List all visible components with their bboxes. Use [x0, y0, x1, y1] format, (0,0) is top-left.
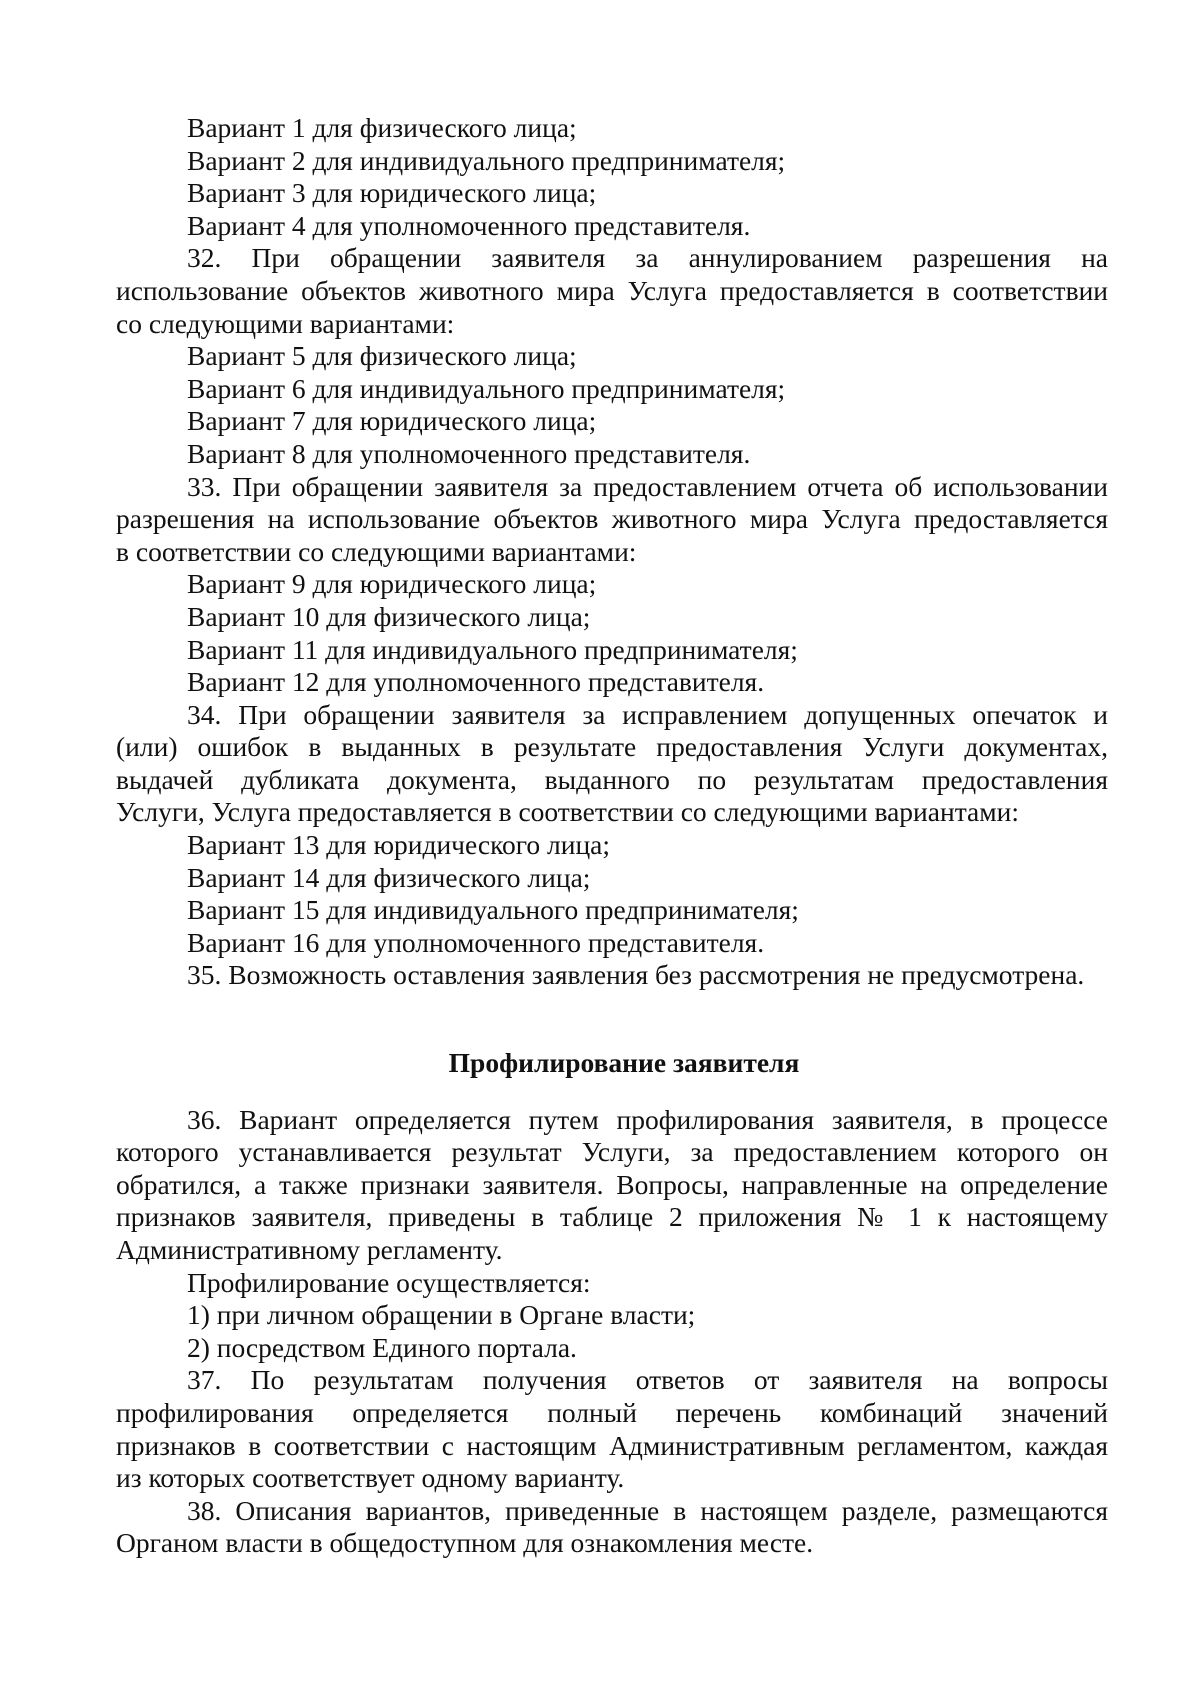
line-variant-3: Вариант 3 для юридического лица; — [187, 177, 597, 209]
line-variant-5: Вариант 5 для физического лица; — [187, 340, 577, 372]
paragraph-32-line-3: со следующими вариантами: — [116, 307, 455, 339]
paragraph-34-line-1: 34. При обращении заявителя за исправлением допущенных опечаток и — [187, 698, 1108, 730]
line-variant-1: Вариант 1 для физического лица; — [187, 112, 577, 143]
document-page — [116, 112, 1108, 1560]
paragraph-36-line-4: признаков заявителя, приведены в таблице 2 приложения № 1 к настоящему — [116, 1201, 1108, 1233]
line-variant-13: Вариант 13 для юридического лица; — [187, 829, 611, 861]
paragraph-34-line-4: Услуги, Услуга предоставляется в соответствии со следующими вариантами: — [116, 796, 1020, 828]
paragraph-32-line-2: использование объектов животного мира Услуга предоставляется в соответствии — [116, 274, 1108, 306]
section-heading: Профилирование заявителя — [448, 1047, 800, 1079]
line-variant-6: Вариант 6 для индивидуального предпринимателя; — [187, 372, 786, 404]
line-variant-11: Вариант 11 для индивидуального предпринимателя; — [187, 633, 798, 665]
line-variant-8: Вариант 8 для уполномоченного представителя. — [187, 437, 751, 469]
profiling-item-1: 1) при личном обращении в Органе власти; — [187, 1299, 696, 1331]
line-variant-4: Вариант 4 для уполномоченного представителя. — [187, 209, 751, 241]
profiling-item-2: 2) посредством Единого портала. — [187, 1331, 577, 1363]
paragraph-37-line-4: из которых соответствует одному варианту. — [116, 1462, 625, 1494]
line-variant-7: Вариант 7 для юридического лица; — [187, 405, 597, 437]
paragraph-36-line-1: 36. Вариант определяется путем профилирования заявителя, в процессе — [187, 1103, 1108, 1135]
paragraph-36-line-3: обратился, а также признаки заявителя. Вопросы, направленные на определение — [116, 1168, 1108, 1200]
paragraph-37-line-2: профилирования определяется полный перечень комбинаций значений — [116, 1396, 1108, 1428]
paragraph-33-line-1: 33. При обращении заявителя за предоставлением отчета об использовании — [187, 470, 1108, 502]
paragraph-32-line-1: 32. При обращении заявителя за аннулированием разрешения на — [187, 242, 1108, 274]
line-variant-15: Вариант 15 для индивидуального предпринимателя; — [187, 894, 799, 926]
line-variant-12: Вариант 12 для уполномоченного представителя. — [187, 666, 765, 698]
paragraph-34-line-2: (или) ошибок в выданных в результате предоставления Услуги документах, — [116, 731, 1108, 763]
paragraph-37-line-1: 37. По результатам получения ответов от заявителя на вопросы — [187, 1364, 1108, 1396]
paragraph-34-line-3: выдачей дубликата документа, выданного по результатам предоставления — [116, 763, 1108, 795]
paragraph-36-line-2: которого устанавливается результат Услуги, за предоставлением которого он — [116, 1136, 1108, 1168]
line-variant-14: Вариант 14 для физического лица; — [187, 861, 591, 893]
paragraph-35: 35. Возможность оставления заявления без рассмотрения не предусмотрена. — [187, 959, 1085, 991]
line-variant-10: Вариант 10 для физического лица; — [187, 600, 591, 632]
line-variant-9: Вариант 9 для юридического лица; — [187, 568, 597, 600]
paragraph-36-line-5: Административному регламенту. — [116, 1234, 503, 1265]
line-variant-2: Вариант 2 для индивидуального предпринимателя; — [187, 144, 786, 176]
paragraph-33-line-3: в соответствии со следующими вариантами: — [116, 535, 637, 567]
paragraph-37-line-3: признаков в соответствии с настоящим Административным регламентом, каждая — [116, 1429, 1108, 1461]
line-variant-16: Вариант 16 для уполномоченного представителя. — [187, 926, 765, 958]
paragraph-38-line-2: Органом власти в общедоступном для ознакомления месте. — [116, 1527, 814, 1559]
paragraph-38-line-1: 38. Описания вариантов, приведенные в настоящем разделе, размещаются — [187, 1494, 1108, 1526]
profiling-intro: Профилирование осуществляется: — [187, 1266, 591, 1298]
paragraph-33-line-2: разрешения на использование объектов животного мира Услуга предоставляется — [116, 503, 1108, 535]
